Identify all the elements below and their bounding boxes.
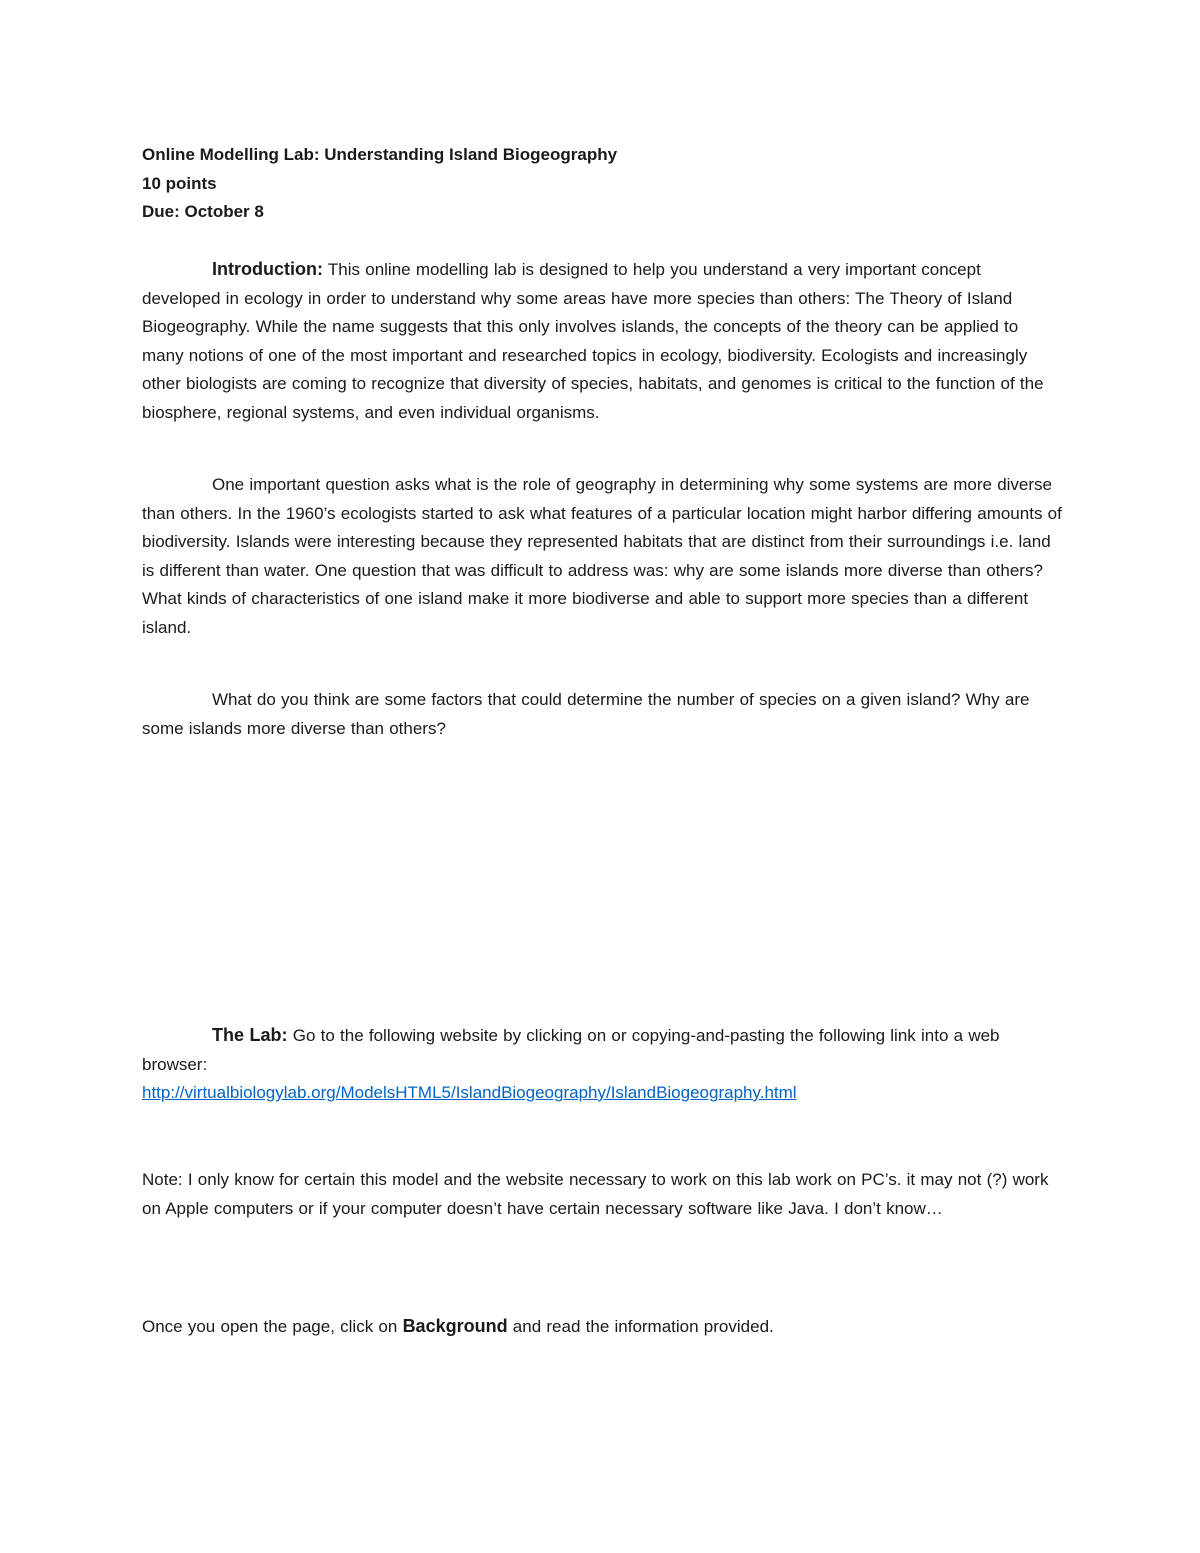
document-header bbox=[142, 141, 1062, 227]
intro-paragraph-2: One important question asks what is the role of geography in determining why some systems are more diverse than others. In the 1960’s ecologists started to ask what features of a particular location might harbor differing amounts of biodiversity. Islands were interesting because they represented habitats that are distinct from their surroundings i.e. land is different than water. One question that was difficult to address was: why are some islands more diverse than others? What kinds of characteristics of one island make it more biodiverse and able to support more species than a different island. bbox=[142, 475, 1062, 637]
lab-label: The Lab: bbox=[212, 1025, 288, 1045]
intro-paragraph-3-block bbox=[142, 686, 1062, 743]
intro-question-paragraph: What do you think are some factors that could determine the number of species on a given island? Why are some islands more diverse than others? bbox=[142, 690, 1030, 738]
intro-paragraph-1 bbox=[142, 255, 1062, 427]
note-paragraph: Note: I only know for certain this model and the website necessary to work on this lab work on PC’s. it may not (?) work on Apple computers or if your computer doesn’t have certain necessary software like Java. I don’t know… bbox=[142, 1170, 1049, 1218]
document-title: Online Modelling Lab: Understanding Island Biogeography bbox=[142, 145, 618, 164]
intro-paragraph-2-block bbox=[142, 471, 1062, 642]
due-date-line: Due: October 8 bbox=[142, 202, 264, 221]
introduction-section bbox=[142, 255, 1062, 427]
final-instruction-before: Once you open the page, click on bbox=[142, 1317, 403, 1336]
intro-paragraph-1-text: This online modelling lab is designed to help you understand a very important concept developed in ecology in order to understand why some areas have more species than others: The Theory of Island Biogeography. While the name suggests that this only involves islands, the concepts of the theory can be applied to many notions of one of the most important and researched topics in ecology, biodiversity. Ecologists and increasingly other biologists are coming to recognize that diversity of species, habitats, and genomes is critical to the function of the biosphere, regional systems, and even individual organisms. bbox=[142, 260, 1044, 422]
final-instruction-after: and read the information provided. bbox=[507, 1317, 774, 1336]
intro-label: Introduction: bbox=[212, 259, 323, 279]
lab-paragraph-text: Go to the following website by clicking on or copying-and-pasting the following link into a web browser: bbox=[142, 1026, 1000, 1074]
lab-paragraph bbox=[142, 1021, 1062, 1079]
lab-website-link[interactable]: http://virtualbiologylab.org/ModelsHTML5/IslandBiogeography/IslandBiogeography.html bbox=[142, 1083, 797, 1102]
note-section bbox=[142, 1166, 1062, 1223]
points-line: 10 points bbox=[142, 173, 217, 193]
final-instruction-paragraph bbox=[142, 1312, 1062, 1342]
background-keyword: Background bbox=[402, 1316, 508, 1336]
lab-section bbox=[142, 1021, 1062, 1108]
final-instruction-section bbox=[142, 1312, 1062, 1342]
